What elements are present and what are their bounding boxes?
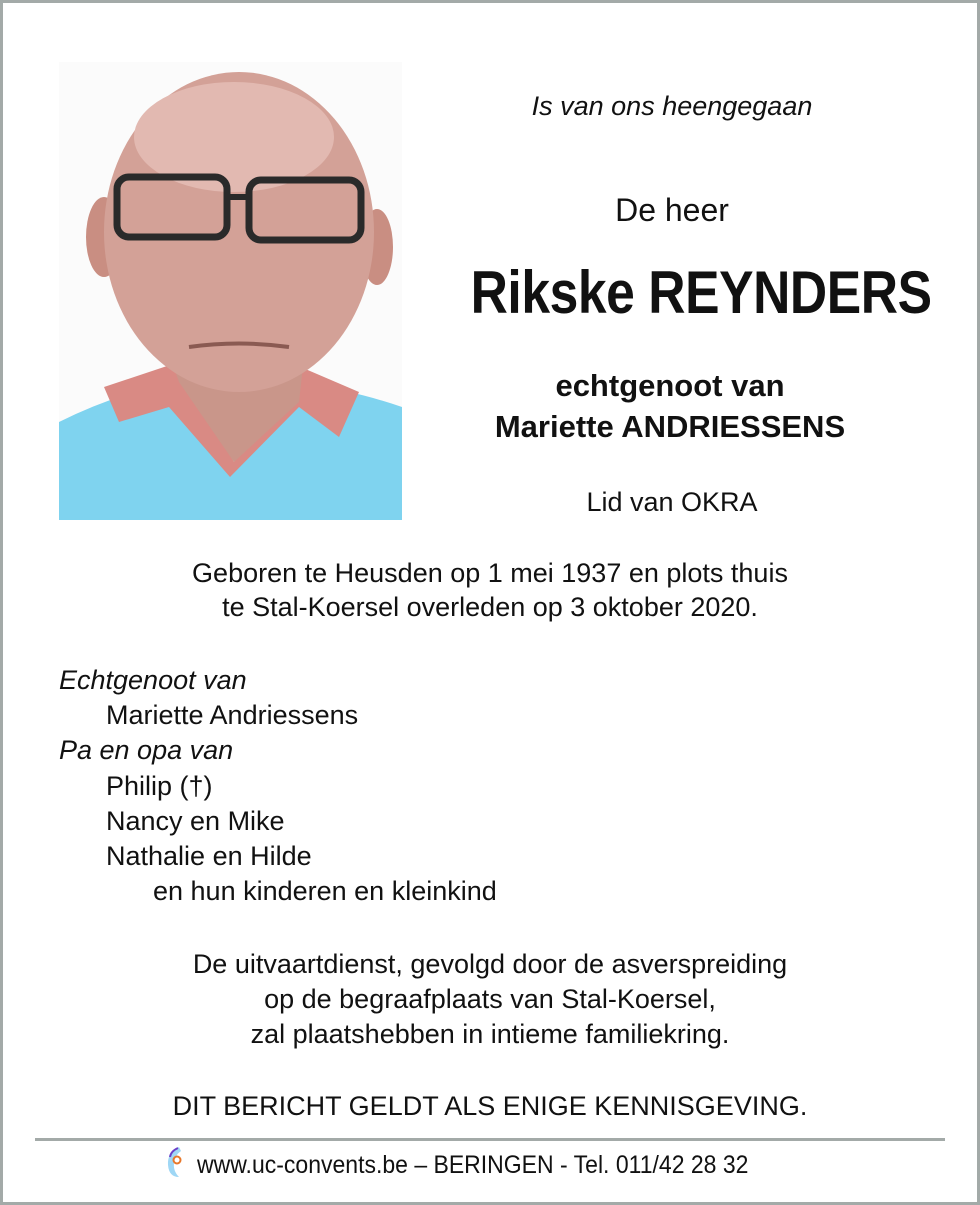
birth-line-2: te Stal-Koersel overleden op 3 oktober 2020. xyxy=(222,592,758,622)
service-line-2: op de begraafplaats van Stal-Koersel, xyxy=(264,984,716,1014)
spouse-label: echtgenoot van xyxy=(555,368,785,403)
deceased-name: Rikske REYNDERS xyxy=(470,259,932,326)
notice-text: DIT BERICHT GELDT ALS ENIGE KENNISGEVING. xyxy=(172,1091,808,1121)
intro-text: Is van ons heengegaan xyxy=(531,91,813,121)
child-entry: Nathalie en Hilde xyxy=(106,841,312,871)
funeral-home-logo-icon xyxy=(165,1145,187,1186)
spouse-heading: Echtgenoot van xyxy=(59,665,247,695)
service-line-1: De uitvaartdienst, gevolgd door de asverspreiding xyxy=(192,949,788,979)
spouse-entry: Mariette Andriessens xyxy=(106,700,359,730)
portrait-photo xyxy=(59,62,402,520)
footer-divider xyxy=(35,1138,945,1141)
child-entry: Philip (†) xyxy=(106,771,213,801)
footer xyxy=(165,1148,796,1182)
children-heading: Pa en opa van xyxy=(59,735,234,765)
child-entry: Nancy en Mike xyxy=(106,806,285,836)
footer-contact: www.uc-convents.be – BERINGEN - Tel. 011/42 28 32 xyxy=(197,1150,749,1179)
honorific: De heer xyxy=(615,192,729,228)
spouse-name: Mariette ANDRIESSENS xyxy=(494,409,846,444)
birth-line-1: Geboren te Heusden op 1 mei 1937 en plots thuis xyxy=(192,558,788,588)
membership: Lid van OKRA xyxy=(586,487,758,517)
grandchildren-entry: en hun kinderen en kleinkind xyxy=(153,876,497,906)
service-line-3: zal plaatshebben in intieme familiekring. xyxy=(250,1019,730,1049)
